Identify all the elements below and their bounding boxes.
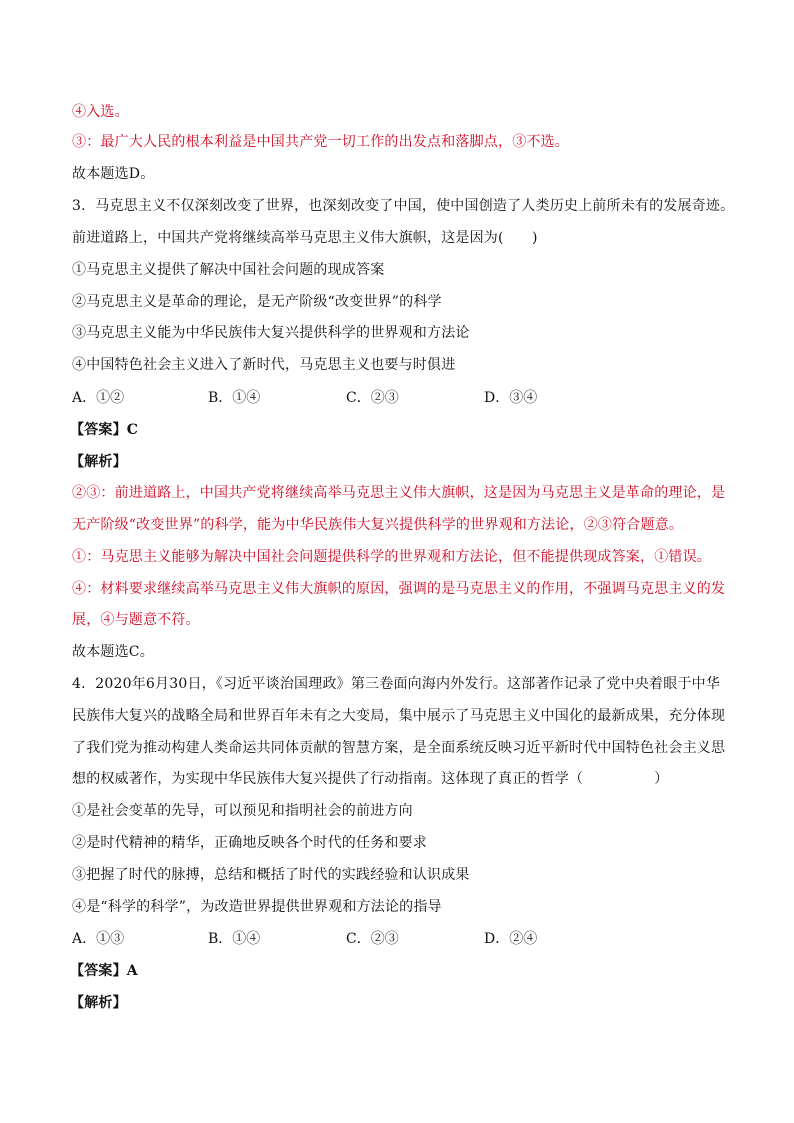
q3-conclusion: 故本题选C。	[72, 644, 154, 660]
q4-item: ①是社会变革的先导，可以预见和指明社会的前进方向	[72, 803, 413, 819]
q4-stem-line: 了我们党为推动构建人类命运共同体贡献的智慧方案，是全面系统反映习近平新时代中国特色社会主义思	[72, 740, 726, 756]
q4-stem-line: 4．2020年6月30日，《习近平谈治国理政》第三卷面向海内外发行。这部著作记录了党中央着眼于中华	[72, 676, 721, 692]
q3-analysis-label: 【解析】	[70, 454, 127, 470]
q3-option-d: D．③④	[484, 390, 538, 406]
q4-stem-line: 民族伟大复兴的战略全局和世界百年未有之大变局，集中展示了马克思主义中国化的最新成果，充分体现	[72, 708, 726, 724]
q4-answer: 【答案】A	[70, 963, 138, 979]
q4-option-d: D．②④	[484, 931, 538, 947]
q4-option-a: A．①③	[72, 931, 125, 947]
q3-analysis-line: ④：材料要求继续高举马克思主义伟大旗帜的原因，强调的是马克思主义的作用，不强调马克思主义的发	[72, 581, 726, 597]
q4-stem-line: 想的权威著作，为实现中华民族伟大复兴提供了行动指南。这体现了真正的哲学（ ）	[72, 771, 669, 787]
q3-item: ②马克思主义是革命的理论，是无产阶级“改变世界”的科学	[72, 294, 442, 310]
q4-option-c: C．②③	[346, 931, 399, 947]
q3-answer: 【答案】C	[70, 422, 139, 438]
q3-stem-line: 前进道路上，中国共产党将继续高举马克思主义伟大旗帜，这是因为( )	[72, 230, 538, 246]
prev-analysis-line: ④入选。	[72, 104, 129, 120]
q3-analysis-line: 展，④与题意不符。	[72, 612, 200, 628]
q3-analysis-line: ①：马克思主义能够为解决中国社会问题提供科学的世界观和方法论，但不能提供现成答案，①错误。	[72, 549, 711, 565]
prev-analysis-line: ③：最广大人民的根本利益是中国共产党一切工作的出发点和落脚点，③不选。	[72, 134, 569, 150]
prev-conclusion: 故本题选D。	[72, 166, 155, 182]
q3-analysis-line: ②③：前进道路上，中国共产党将继续高举马克思主义伟大旗帜，这是因为马克思主义是革命的理论，是	[72, 485, 726, 501]
q3-stem-line: 3．马克思主义不仅深刻改变了世界，也深刻改变了中国，使中国创造了人类历史上前所未有的发展奇迹。	[72, 198, 735, 214]
q4-analysis-label: 【解析】	[70, 995, 127, 1011]
q3-item: ①马克思主义提供了解决中国社会问题的现成答案	[72, 262, 385, 278]
q4-item: ③把握了时代的脉搏，总结和概括了时代的实践经验和认识成果	[72, 867, 470, 883]
q3-item: ④中国特色社会主义进入了新时代，马克思主义也要与时俱进	[72, 357, 456, 373]
q4-item: ④是“科学的科学”，为改造世界提供世界观和方法论的指导	[72, 899, 442, 915]
q4-option-b: B．①④	[208, 931, 261, 947]
q4-item: ②是时代精神的精华，正确地反映各个时代的任务和要求	[72, 835, 427, 851]
q3-option-c: C．②③	[346, 390, 399, 406]
q3-option-b: B．①④	[208, 390, 261, 406]
q3-item: ③马克思主义能为中华民族伟大复兴提供科学的世界观和方法论	[72, 325, 470, 341]
q3-analysis-line: 无产阶级“改变世界”的科学，能为中华民族伟大复兴提供科学的世界观和方法论，②③符合题意。	[72, 517, 684, 533]
q3-option-a: A．①②	[72, 390, 125, 406]
